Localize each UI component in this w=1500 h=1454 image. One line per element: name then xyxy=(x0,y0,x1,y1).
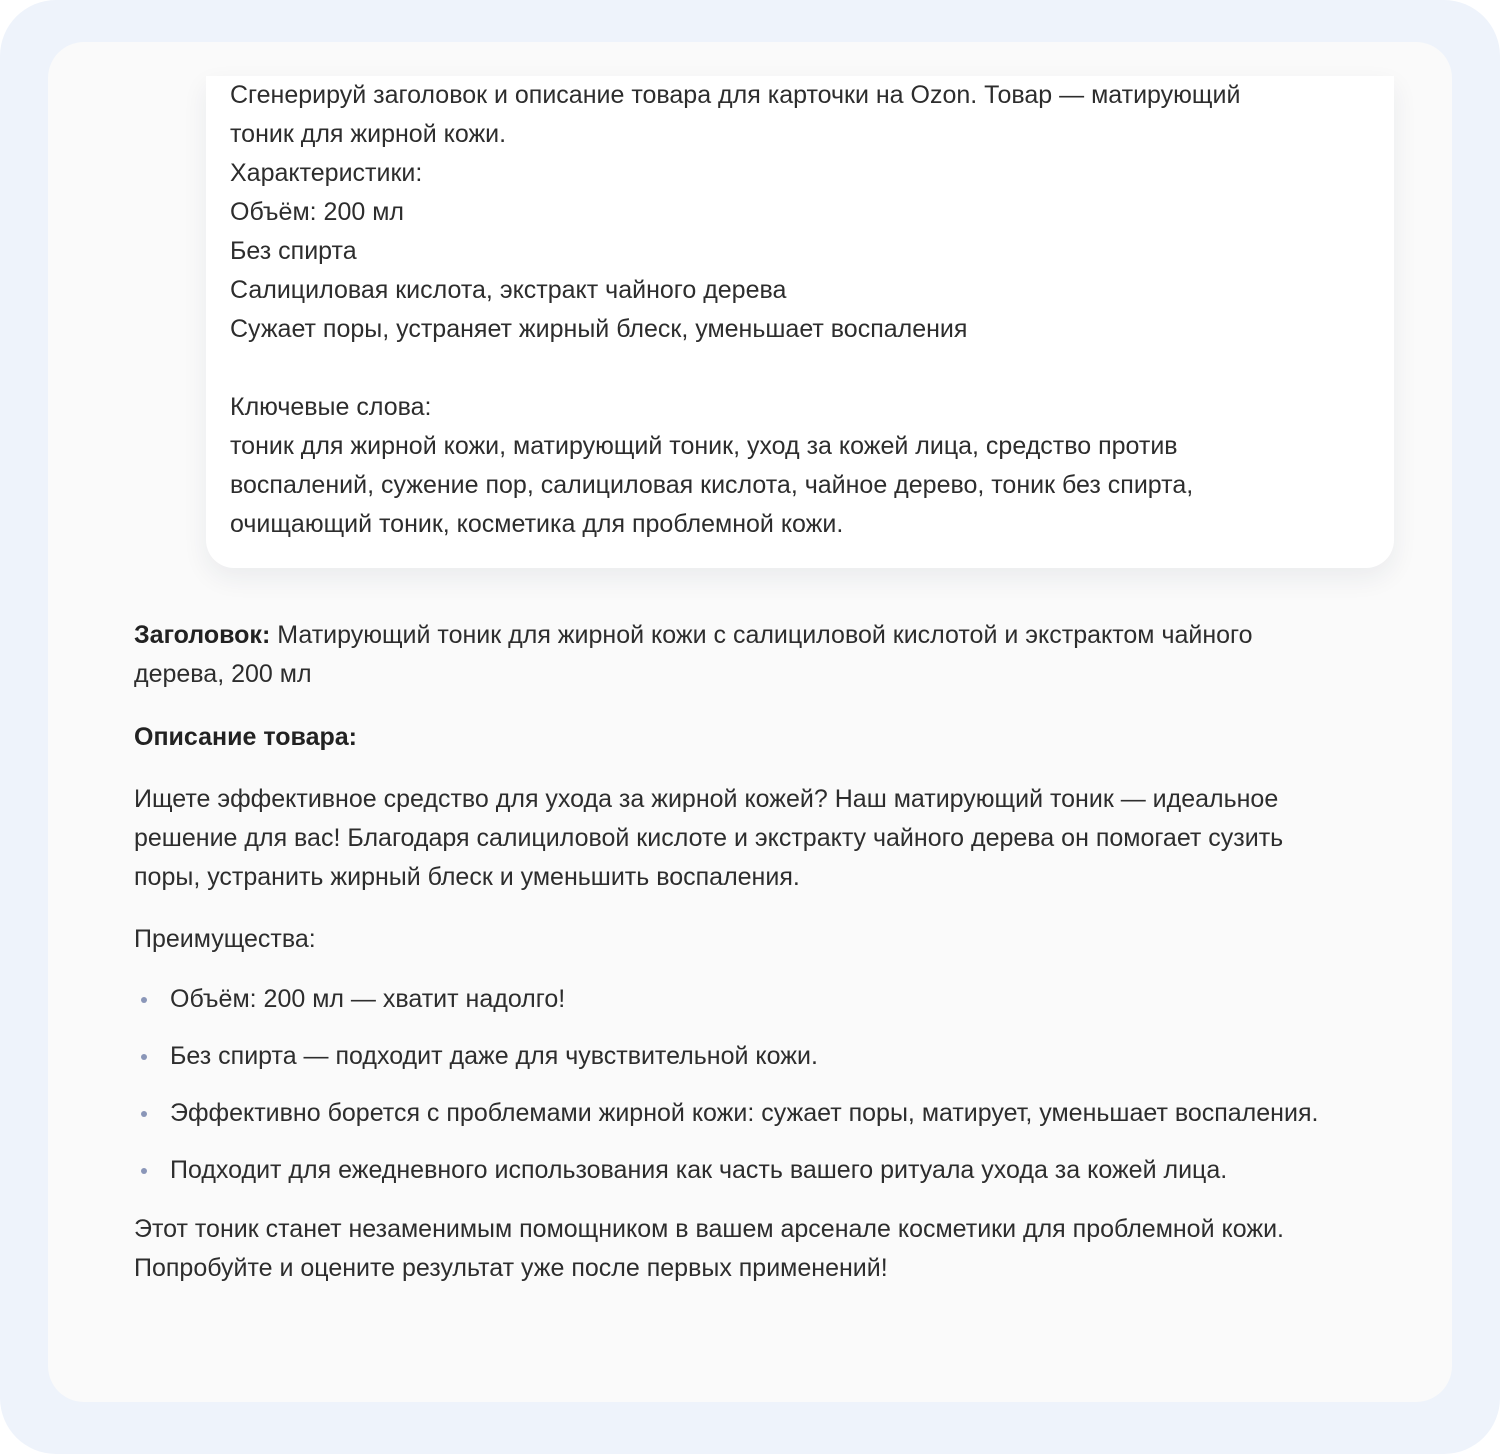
list-item-text: Без спирта — подходит даже для чувствительной кожи. xyxy=(170,1042,818,1070)
response-conclusion: Этот тоник станет незаменимым помощником в вашем арсенале косметики для проблемной кожи. Попробуйте и оцените результат уже после первых применений! xyxy=(134,1215,1284,1282)
list-item xyxy=(134,1037,1334,1076)
bullet-dot-icon xyxy=(141,1054,147,1060)
title-label: Заголовок: xyxy=(134,621,271,649)
bullet-dot-icon xyxy=(141,1111,147,1117)
list-item-text: Эффективно борется с проблемами жирной кожи: сужает поры, матирует, уменьшает воспаления. xyxy=(170,1099,1319,1127)
description-label: Описание товара: xyxy=(134,723,357,751)
advantages-list xyxy=(134,980,1334,1190)
list-item xyxy=(134,1151,1334,1190)
list-item xyxy=(134,980,1334,1019)
assistant-response xyxy=(134,616,1334,1288)
description-intro: Ищете эффективное средство для ухода за жирной кожей? Наш матирующий тоник — идеальное решение для вас! Благодаря салициловой кислоте и экстракту чайного дерева он помогает сузить поры, устранить жирный блеск и уменьшить воспаления. xyxy=(134,785,1284,891)
title-text: Матирующий тоник для жирной кожи с салициловой кислотой и экстрактом чайного дерева, 200 мл xyxy=(134,621,1253,688)
list-item-text: Объём: 200 мл — хватит надолго! xyxy=(170,985,566,1013)
chat-panel xyxy=(48,42,1452,1402)
bullet-dot-icon xyxy=(141,1168,147,1174)
description-heading xyxy=(134,718,1334,757)
list-item xyxy=(134,1094,1334,1133)
user-message-bubble xyxy=(206,76,1394,568)
user-message-text: Сгенерируй заголовок и описание товара для карточки на Ozon. Товар — матирующий тоник для жирной кожи. Характеристики: Объём: 200 мл Без спирта Салициловая кислота, экстракт чайного дерева Сужает поры, устраняет жирный блеск, уменьшает воспаления Ключевые слова: тоник для жирной кожи, матирующий тоник, уход за кожей лица, средство против воспалений, сужение пор, салициловая кислота, чайное дерево, тоник без спирта, очищающий тоник, косметика для проблемной кожи. xyxy=(230,81,1241,538)
response-title xyxy=(134,616,1334,694)
bullet-dot-icon xyxy=(141,997,147,1003)
list-item-text: Подходит для ежедневного использования как часть вашего ритуала ухода за кожей лица. xyxy=(170,1156,1228,1184)
advantages-heading: Преимущества: xyxy=(134,925,316,953)
